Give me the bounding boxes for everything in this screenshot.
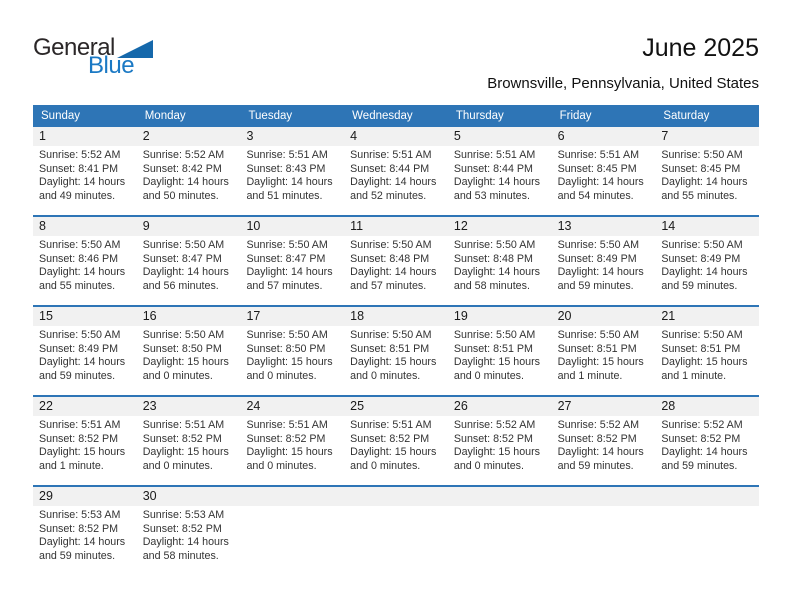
day-info-line: and 57 minutes. [246, 279, 323, 292]
day-info-line: and 59 minutes. [39, 369, 116, 382]
day-cell-25 [344, 397, 448, 485]
day-info-line: and 1 minute. [661, 369, 727, 382]
day-info-line: Sunset: 8:43 PM [246, 162, 326, 175]
logo-text-blue: Blue [88, 52, 135, 79]
day-cell-18 [344, 307, 448, 395]
day-info [240, 416, 344, 473]
day-info [344, 326, 448, 383]
day-info-line: Sunrise: 5:50 AM [246, 329, 328, 341]
day-info-line: Sunrise: 5:52 AM [661, 419, 743, 431]
day-number: 7 [655, 127, 759, 146]
week-row-2 [33, 215, 759, 305]
day-info-line: Sunset: 8:44 PM [350, 162, 430, 175]
day-info-line: Sunset: 8:52 PM [453, 432, 533, 445]
day-info-line: Sunrise: 5:50 AM [557, 239, 639, 251]
day-number: 22 [33, 397, 137, 416]
day-info [655, 326, 759, 383]
day-number: 17 [240, 307, 344, 326]
day-info-line: Sunrise: 5:50 AM [557, 329, 639, 341]
day-number: 1 [33, 127, 137, 146]
day-number: 5 [448, 127, 552, 146]
day-cell-empty [344, 487, 448, 575]
day-cell-empty [448, 487, 552, 575]
day-info-line: Sunset: 8:51 PM [557, 342, 637, 355]
day-cell-11 [344, 217, 448, 305]
day-info-line: Daylight: 14 hours [557, 176, 644, 189]
day-cell-30 [137, 487, 241, 575]
day-info-line: Sunset: 8:50 PM [142, 342, 222, 355]
day-info-line: Daylight: 14 hours [661, 176, 748, 189]
day-info-line: Sunrise: 5:50 AM [453, 239, 536, 251]
day-info-line: Sunset: 8:52 PM [246, 432, 326, 445]
day-cell-26 [448, 397, 552, 485]
day-number: 15 [33, 307, 137, 326]
day-info [552, 326, 656, 383]
day-cell-5 [448, 127, 552, 215]
day-info-line: Daylight: 15 hours [246, 446, 333, 459]
day-info-line: and 50 minutes. [142, 189, 219, 202]
day-info-line: Daylight: 14 hours [39, 266, 126, 279]
day-number: 29 [33, 487, 137, 506]
day-info-line: and 55 minutes. [39, 279, 116, 292]
day-info-line: Sunrise: 5:50 AM [142, 329, 225, 341]
day-number: 27 [552, 397, 656, 416]
day-info-line: and 1 minute. [39, 459, 104, 472]
day-info-line: Daylight: 14 hours [142, 176, 229, 189]
day-number: 18 [344, 307, 448, 326]
day-info-line: Sunrise: 5:50 AM [142, 239, 225, 251]
day-info [344, 416, 448, 473]
day-info-line: Sunrise: 5:52 AM [39, 149, 121, 161]
day-info-line: and 59 minutes. [39, 549, 116, 562]
day-info-line: Sunrise: 5:51 AM [246, 149, 328, 161]
day-info [344, 146, 448, 203]
day-cell-6 [552, 127, 656, 215]
day-info-line: Daylight: 15 hours [142, 446, 229, 459]
week-row-1 [33, 127, 759, 215]
day-info-line: and 1 minute. [557, 369, 623, 382]
day-info-line: Sunset: 8:46 PM [39, 252, 119, 265]
day-info-line: Daylight: 14 hours [557, 446, 644, 459]
day-number: 16 [137, 307, 241, 326]
day-info-line: Daylight: 14 hours [453, 266, 541, 279]
day-cell-10 [240, 217, 344, 305]
day-cell-28 [655, 397, 759, 485]
day-info-line: Daylight: 14 hours [661, 266, 748, 279]
day-info-line: Sunrise: 5:50 AM [350, 329, 432, 341]
day-info [137, 506, 241, 563]
day-number [448, 487, 552, 506]
day-number: 25 [344, 397, 448, 416]
day-info-line: and 59 minutes. [557, 279, 634, 292]
day-info-line: Sunset: 8:52 PM [142, 432, 222, 445]
calendar-table [33, 105, 759, 575]
day-number: 9 [137, 217, 241, 236]
day-info [33, 146, 137, 203]
day-info-line: Sunset: 8:41 PM [39, 162, 119, 175]
day-number: 28 [655, 397, 759, 416]
weekday-header-row [33, 105, 759, 127]
day-number: 12 [448, 217, 552, 236]
day-number [240, 487, 344, 506]
day-info-line: Sunset: 8:42 PM [142, 162, 222, 175]
day-info-line: Sunrise: 5:51 AM [350, 149, 432, 161]
calendar-grid [33, 127, 759, 575]
day-number: 3 [240, 127, 344, 146]
day-info-line: Sunset: 8:51 PM [453, 342, 533, 355]
weekday-header-thursday: Thursday [455, 110, 504, 122]
day-info [137, 236, 241, 293]
day-number [552, 487, 656, 506]
day-info-line: Daylight: 14 hours [39, 176, 126, 189]
day-cell-15 [33, 307, 137, 395]
day-number [344, 487, 448, 506]
day-info-line: Sunrise: 5:53 AM [39, 509, 121, 521]
day-info-line: Sunrise: 5:51 AM [39, 419, 121, 431]
day-info-line: Daylight: 14 hours [661, 446, 748, 459]
day-info-line: Sunset: 8:49 PM [39, 342, 119, 355]
day-info-line: Daylight: 15 hours [350, 356, 437, 369]
day-info-line: Sunrise: 5:50 AM [246, 239, 328, 251]
day-info-line: Daylight: 14 hours [39, 356, 126, 369]
day-info-line: and 59 minutes. [557, 459, 634, 472]
day-info [448, 416, 552, 473]
day-number [655, 487, 759, 506]
day-info [33, 416, 137, 473]
day-info [448, 236, 552, 293]
day-info-line: Sunrise: 5:52 AM [557, 419, 639, 431]
day-info-line: Daylight: 14 hours [142, 266, 229, 279]
day-info-line: Sunrise: 5:52 AM [453, 419, 536, 431]
day-cell-27 [552, 397, 656, 485]
weekday-header-sunday: Sunday [41, 110, 81, 122]
day-info-line: Sunset: 8:51 PM [661, 342, 741, 355]
day-info-line: Sunrise: 5:50 AM [661, 149, 743, 161]
day-info-line: Daylight: 14 hours [246, 176, 333, 189]
day-cell-12 [448, 217, 552, 305]
day-cell-24 [240, 397, 344, 485]
day-cell-14 [655, 217, 759, 305]
day-cell-16 [137, 307, 241, 395]
day-info-line: Sunset: 8:52 PM [350, 432, 430, 445]
page-subtitle: Brownsville, Pennsylvania, United States [487, 75, 759, 92]
day-info [240, 146, 344, 203]
day-number: 20 [552, 307, 656, 326]
day-info-line: Sunset: 8:49 PM [557, 252, 637, 265]
day-info-line: Daylight: 15 hours [557, 356, 644, 369]
day-info-line: Sunset: 8:44 PM [453, 162, 533, 175]
day-cell-20 [552, 307, 656, 395]
day-info-line: Daylight: 14 hours [453, 176, 541, 189]
day-info-line: and 59 minutes. [661, 279, 738, 292]
day-info-line: Daylight: 14 hours [350, 266, 437, 279]
day-info [655, 236, 759, 293]
day-info-line: and 52 minutes. [350, 189, 427, 202]
day-info-line: Sunset: 8:52 PM [39, 522, 119, 535]
day-info-line: and 0 minutes. [246, 369, 317, 382]
day-cell-21 [655, 307, 759, 395]
day-info-line: Sunset: 8:52 PM [661, 432, 741, 445]
day-info-line: Sunset: 8:48 PM [453, 252, 533, 265]
day-info [448, 146, 552, 203]
day-info-line: and 0 minutes. [142, 369, 213, 382]
day-number: 4 [344, 127, 448, 146]
day-info-line: Daylight: 14 hours [39, 536, 126, 549]
day-cell-2 [137, 127, 241, 215]
day-info-line: Daylight: 14 hours [350, 176, 437, 189]
day-info-line: Sunset: 8:52 PM [39, 432, 119, 445]
day-info-line: Daylight: 15 hours [661, 356, 748, 369]
day-info [240, 326, 344, 383]
day-info-line: and 58 minutes. [453, 279, 530, 292]
day-cell-8 [33, 217, 137, 305]
day-info [240, 236, 344, 293]
day-info-line: Sunrise: 5:51 AM [142, 419, 225, 431]
day-info-line: Sunrise: 5:52 AM [142, 149, 225, 161]
day-info-line: Sunrise: 5:51 AM [557, 149, 639, 161]
day-info-line: Sunrise: 5:50 AM [661, 329, 743, 341]
day-number: 11 [344, 217, 448, 236]
day-info-line: Daylight: 14 hours [557, 266, 644, 279]
day-number: 23 [137, 397, 241, 416]
day-cell-1 [33, 127, 137, 215]
day-info-line: Daylight: 15 hours [39, 446, 126, 459]
day-number: 21 [655, 307, 759, 326]
day-cell-empty [240, 487, 344, 575]
day-cell-empty [655, 487, 759, 575]
day-number: 24 [240, 397, 344, 416]
day-info [344, 236, 448, 293]
day-info [33, 326, 137, 383]
day-info-line: Sunrise: 5:51 AM [453, 149, 536, 161]
day-info-line: Sunset: 8:47 PM [142, 252, 222, 265]
logo-text-general: General [33, 34, 115, 61]
weekday-header-friday: Friday [559, 110, 592, 122]
day-info-line: and 55 minutes. [661, 189, 738, 202]
day-info-line: and 0 minutes. [453, 459, 524, 472]
day-info-line: Sunrise: 5:50 AM [39, 239, 121, 251]
day-info [552, 146, 656, 203]
day-cell-19 [448, 307, 552, 395]
day-info [137, 416, 241, 473]
day-number: 8 [33, 217, 137, 236]
day-cell-7 [655, 127, 759, 215]
day-info-line: and 49 minutes. [39, 189, 116, 202]
weekday-header-tuesday: Tuesday [248, 110, 293, 122]
day-info [552, 236, 656, 293]
day-cell-3 [240, 127, 344, 215]
day-info-line: and 0 minutes. [453, 369, 524, 382]
day-info-line: Sunrise: 5:50 AM [39, 329, 121, 341]
day-info-line: and 0 minutes. [142, 459, 213, 472]
day-number: 6 [552, 127, 656, 146]
day-info-line: Sunset: 8:52 PM [142, 522, 222, 535]
day-info-line: Sunrise: 5:53 AM [142, 509, 225, 521]
day-number: 30 [137, 487, 241, 506]
day-info-line: Daylight: 14 hours [246, 266, 333, 279]
day-info [137, 146, 241, 203]
day-info-line: Daylight: 15 hours [350, 446, 437, 459]
day-info-line: Daylight: 15 hours [142, 356, 229, 369]
week-row-4 [33, 395, 759, 485]
day-info-line: and 54 minutes. [557, 189, 634, 202]
day-info-line: Sunrise: 5:50 AM [350, 239, 432, 251]
general-blue-logo [33, 36, 153, 78]
title-block [487, 34, 759, 92]
day-info-line: and 53 minutes. [453, 189, 530, 202]
day-info-line: Sunset: 8:45 PM [557, 162, 637, 175]
day-number: 10 [240, 217, 344, 236]
day-info-line: Sunrise: 5:50 AM [661, 239, 743, 251]
day-cell-22 [33, 397, 137, 485]
day-cell-13 [552, 217, 656, 305]
day-cell-29 [33, 487, 137, 575]
day-info-line: Daylight: 14 hours [142, 536, 229, 549]
day-info [33, 236, 137, 293]
day-info-line: Sunset: 8:49 PM [661, 252, 741, 265]
day-info-line: Sunset: 8:45 PM [661, 162, 741, 175]
day-number: 2 [137, 127, 241, 146]
day-info-line: Daylight: 15 hours [246, 356, 333, 369]
day-info-line: Daylight: 15 hours [453, 356, 541, 369]
week-row-5 [33, 485, 759, 575]
weekday-header-monday: Monday [144, 110, 186, 122]
day-info-line: Sunrise: 5:51 AM [350, 419, 432, 431]
day-info-line: Sunset: 8:52 PM [557, 432, 637, 445]
page-title: June 2025 [642, 34, 759, 62]
day-number: 13 [552, 217, 656, 236]
day-number: 14 [655, 217, 759, 236]
day-number: 26 [448, 397, 552, 416]
day-cell-empty [552, 487, 656, 575]
day-info-line: Sunset: 8:50 PM [246, 342, 326, 355]
day-info-line: and 0 minutes. [350, 369, 421, 382]
day-info-line: Sunrise: 5:51 AM [246, 419, 328, 431]
week-row-3 [33, 305, 759, 395]
day-info-line: and 56 minutes. [142, 279, 219, 292]
day-info [448, 326, 552, 383]
day-info-line: and 58 minutes. [142, 549, 219, 562]
day-info-line: and 59 minutes. [661, 459, 738, 472]
day-info-line: and 0 minutes. [246, 459, 317, 472]
day-info-line: and 57 minutes. [350, 279, 427, 292]
day-info-line: and 0 minutes. [350, 459, 421, 472]
day-info-line: Sunset: 8:47 PM [246, 252, 326, 265]
day-info [33, 506, 137, 563]
day-number: 19 [448, 307, 552, 326]
day-info [552, 416, 656, 473]
day-info-line: and 51 minutes. [246, 189, 323, 202]
day-cell-17 [240, 307, 344, 395]
day-info-line: Sunset: 8:48 PM [350, 252, 430, 265]
day-cell-9 [137, 217, 241, 305]
day-info [137, 326, 241, 383]
weekday-header-saturday: Saturday [663, 110, 710, 122]
day-cell-4 [344, 127, 448, 215]
day-info-line: Sunset: 8:51 PM [350, 342, 430, 355]
day-info [655, 416, 759, 473]
weekday-header-wednesday: Wednesday [352, 110, 413, 122]
day-cell-23 [137, 397, 241, 485]
day-info [655, 146, 759, 203]
day-info-line: Daylight: 15 hours [453, 446, 541, 459]
day-info-line: Sunrise: 5:50 AM [453, 329, 536, 341]
